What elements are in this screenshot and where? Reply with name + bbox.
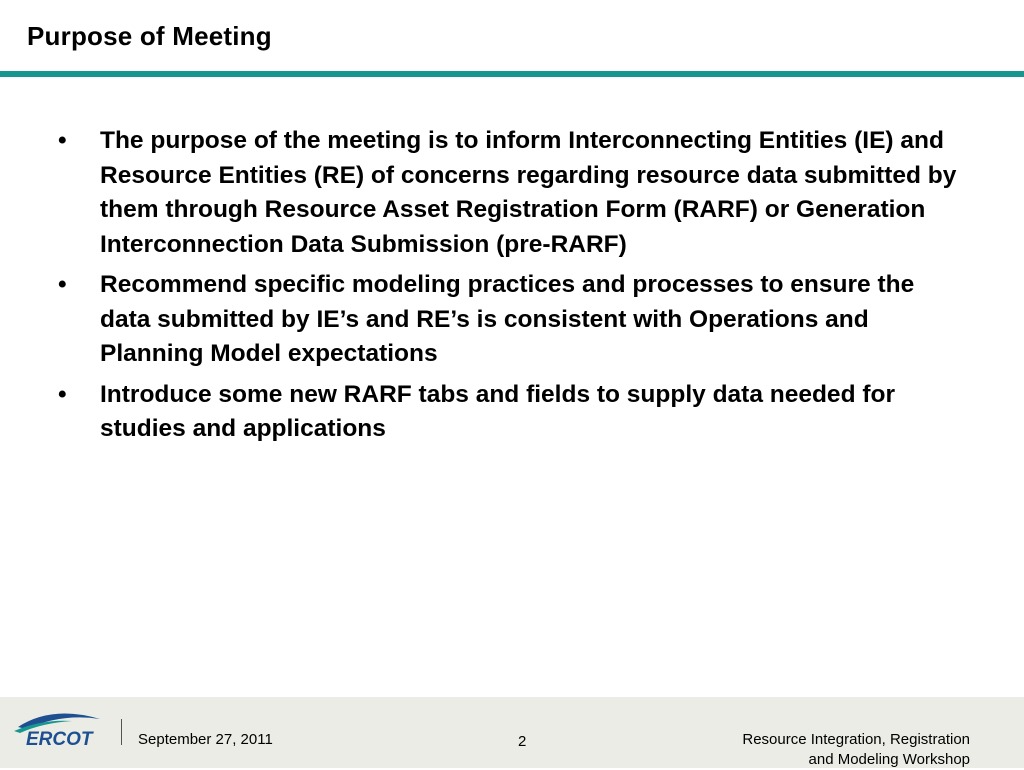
footer-separator [121, 719, 122, 745]
footer-event-title [690, 730, 970, 770]
ercot-logo [12, 707, 108, 751]
bullet-marker: • [58, 271, 67, 298]
bullet-list [58, 124, 958, 453]
bullet-text: The purpose of the meeting is to inform Interconnecting Entities (IE) and Resource Entities (RE) of concerns regarding resource data submitted by them through Resource Asset Registration Form (RARF) or Generation Interconnection Data Submission (pre-RARF) [100, 127, 957, 258]
logo-wordmark: ERCOT [26, 729, 93, 750]
title-divider-bar [0, 71, 1024, 77]
footer-event-line-1: Resource Integration, Registration [742, 731, 970, 748]
bullet-item-3 [58, 378, 958, 447]
slide-footer [0, 697, 1024, 768]
bullet-text: Introduce some new RARF tabs and fields to supply data needed for studies and applications [100, 380, 895, 442]
title-divider [0, 71, 1024, 77]
bullet-item-2 [58, 268, 958, 372]
bullet-marker: • [58, 127, 67, 154]
footer-date: September 27, 2011 [138, 731, 273, 748]
bullet-marker: • [58, 380, 67, 408]
bullet-item-1 [58, 124, 958, 262]
bullet-text: Recommend specific modeling practices and processes to ensure the data submitted by IE’s and RE’s is consistent with Operations and Planning Model expectations [100, 271, 915, 367]
slide-title: Purpose of Meeting [27, 21, 272, 51]
page-number: 2 [518, 733, 527, 750]
footer-event-line-2: and Modeling Workshop [808, 751, 970, 768]
